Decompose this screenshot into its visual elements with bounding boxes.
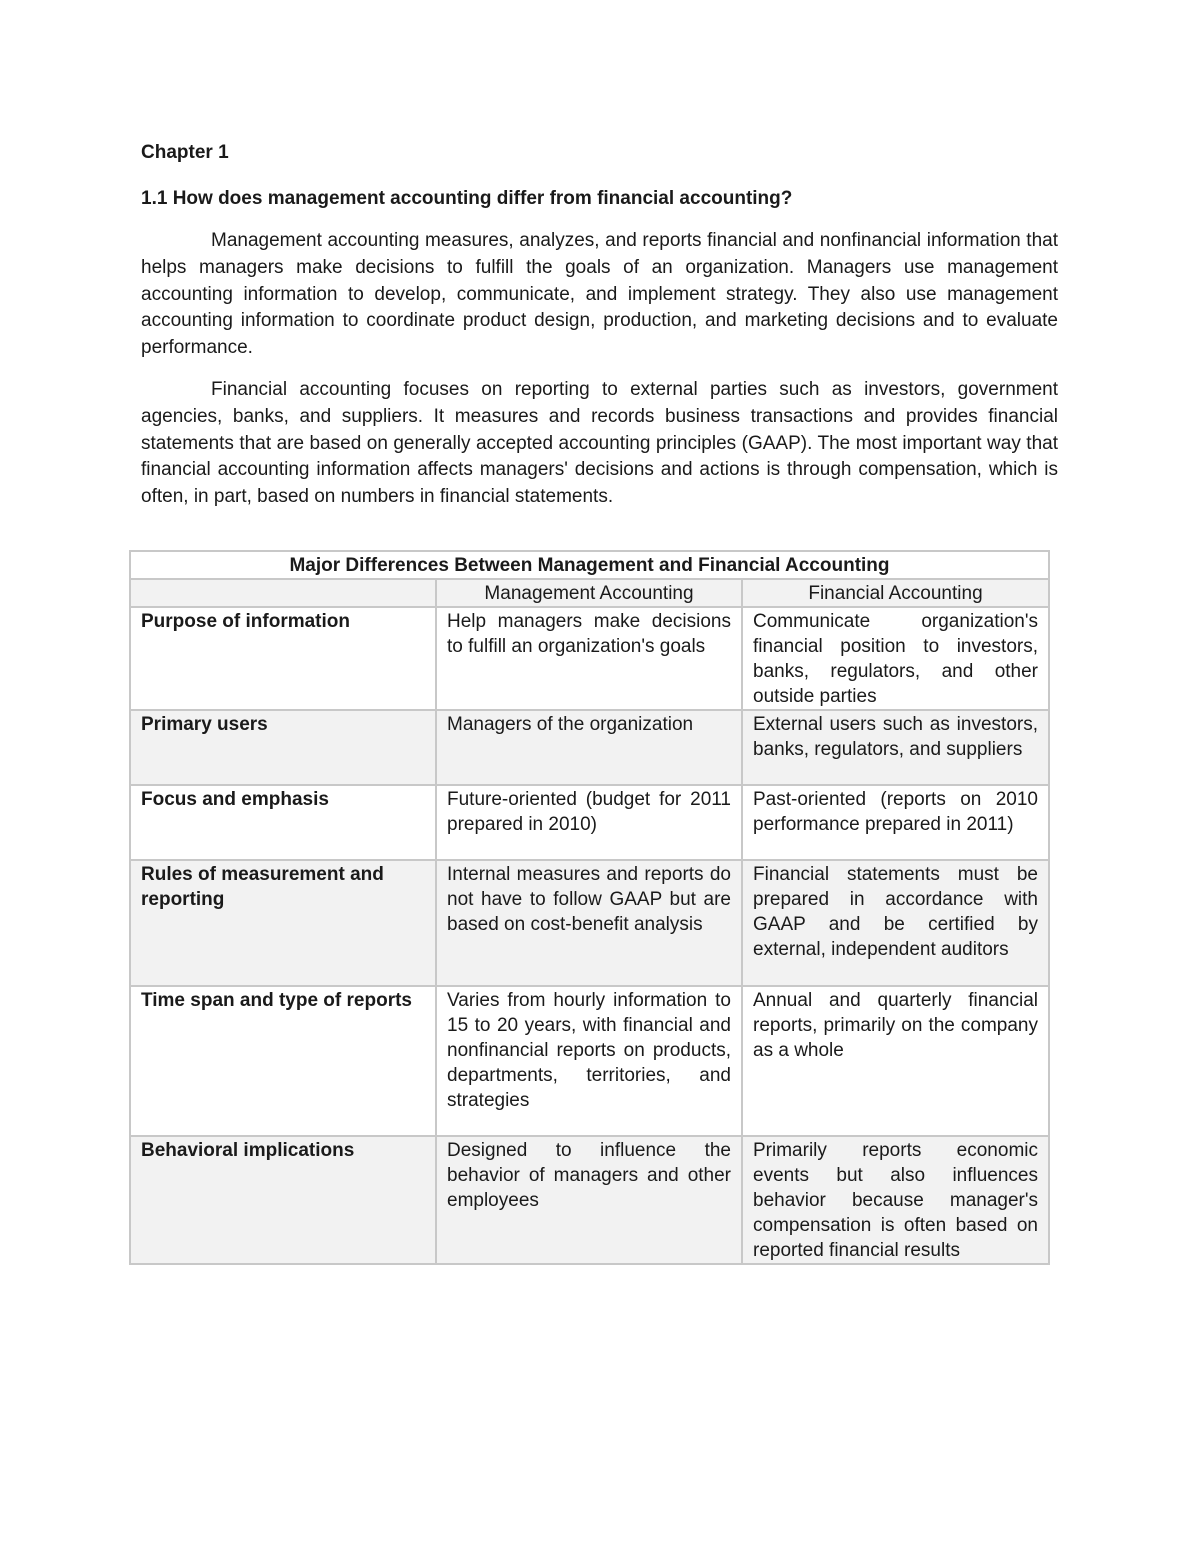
financial-cell: Financial statements must be prepared in accordance with GAAP and be certified by external, independent auditors — [742, 860, 1049, 986]
table-row — [130, 1136, 1049, 1264]
row-label: Rules of measurement and reporting — [130, 860, 436, 986]
table-row — [130, 860, 1049, 986]
row-label: Time span and type of reports — [130, 986, 436, 1136]
table-row — [130, 710, 1049, 785]
management-cell: Help managers make decisions to fulfill an organization's goals — [436, 607, 742, 710]
column-header-management: Management Accounting — [436, 579, 742, 607]
management-cell: Internal measures and reports do not have to follow GAAP but are based on cost-benefit analysis — [436, 860, 742, 986]
chapter-heading: Chapter 1 — [141, 142, 229, 163]
management-cell: Future-oriented (budget for 2011 prepared in 2010) — [436, 785, 742, 860]
table-row — [130, 785, 1049, 860]
section-question-heading: 1.1 How does management accounting differ from financial accounting? — [141, 188, 793, 209]
table-row — [130, 986, 1049, 1136]
table-title-row — [130, 551, 1049, 579]
row-label: Primary users — [130, 710, 436, 785]
table-row — [130, 607, 1049, 710]
document-body — [141, 140, 1058, 526]
column-header-empty — [130, 579, 436, 607]
row-label: Behavioral implications — [130, 1136, 436, 1264]
management-cell: Varies from hourly information to 15 to 20 years, with financial and nonfinancial reports on products, departments, territories, and strategies — [436, 986, 742, 1136]
financial-cell: Primarily reports economic events but also influences behavior because manager's compensation is often based on reported financial results — [742, 1136, 1049, 1264]
financial-cell: Past-oriented (reports on 2010 performance prepared in 2011) — [742, 785, 1049, 860]
table-header-row — [130, 579, 1049, 607]
column-header-financial: Financial Accounting — [742, 579, 1049, 607]
row-label: Purpose of information — [130, 607, 436, 710]
paragraph-financial-accounting: Financial accounting focuses on reporting to external parties such as investors, government agencies, banks, and suppliers. It measures and records business transactions and provides financial statements that are based on generally accepted accounting principles (GAAP). The most important way that financial accounting information affects managers' decisions and actions is through compensation, which is often, in part, based on numbers in financial statements. — [141, 378, 1058, 508]
financial-cell: External users such as investors, banks, regulators, and suppliers — [742, 710, 1049, 785]
management-cell: Managers of the organization — [436, 710, 742, 785]
financial-cell: Annual and quarterly financial reports, primarily on the company as a whole — [742, 986, 1049, 1136]
table-title: Major Differences Between Management and Financial Accounting — [130, 551, 1049, 579]
row-label: Focus and emphasis — [130, 785, 436, 860]
financial-cell: Communicate organization's financial position to investors, banks, regulators, and other outside parties — [742, 607, 1049, 710]
differences-table — [129, 550, 1050, 1265]
management-cell: Designed to influence the behavior of managers and other employees — [436, 1136, 742, 1264]
paragraph-management-accounting: Management accounting measures, analyzes, and reports financial and nonfinancial information that helps managers make decisions to fulfill the goals of an organization. Managers use management accounting information to develop, communicate, and implement strategy. They also use management accounting information to coordinate product design, production, and marketing decisions and to evaluate performance. — [141, 230, 1058, 359]
